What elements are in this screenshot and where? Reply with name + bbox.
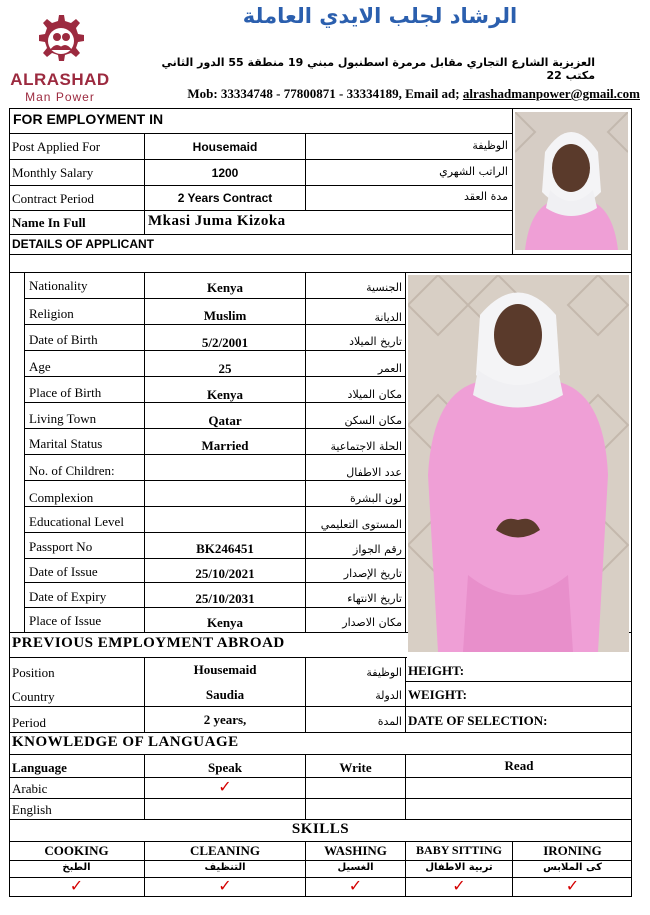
detail-arabic: الحلة الاجتماعية	[330, 440, 402, 453]
detail-value: 5/2/2001	[201, 335, 249, 350]
company-address-arabic: العزيزية الشارع التجاري مقابل مرمرة اسطنبول مبني 19 منطقة 55 الدور الثاني مكتب 22	[161, 56, 595, 82]
language-name: English	[12, 802, 52, 817]
name-label: Name In Full	[12, 215, 86, 230]
detail-label: Nationality	[29, 278, 88, 293]
previous-employment-heading: PREVIOUS EMPLOYMENT ABROAD	[12, 635, 285, 651]
skill-checkmark-icon: ✓	[565, 876, 580, 895]
contract-period-value: 2 Years Contract	[177, 191, 273, 205]
detail-arabic: تاريخ الإصدار	[343, 567, 402, 580]
detail-label: Date of Expiry	[29, 589, 107, 604]
date-of-selection-label: DATE OF SELECTION:	[408, 713, 548, 728]
detail-label: Marital Status	[29, 436, 103, 451]
logo-subtitle: Man Power	[25, 90, 95, 104]
previous-period-arabic: المدة	[377, 715, 402, 728]
skill-name-arabic: التنظيف	[204, 862, 246, 873]
contact-line	[100, 86, 640, 102]
portrait-image	[515, 112, 628, 250]
detail-arabic: العمر	[377, 362, 402, 375]
detail-value: Kenya	[206, 387, 244, 402]
detail-label: Place of Issue	[29, 613, 102, 628]
company-title-arabic: الرشاد لجلب الايدي العاملة	[242, 4, 518, 28]
detail-arabic: لون البشرة	[350, 492, 402, 505]
skill-checkmark-icon: ✓	[69, 876, 84, 895]
skill-name: IRONING	[543, 843, 602, 858]
write-column-header: Write	[339, 760, 372, 775]
detail-arabic: تاريخ الميلاد	[349, 335, 402, 348]
skill-name: WASHING	[324, 843, 387, 858]
previous-country-value: Saudia	[205, 687, 245, 702]
detail-label: Religion	[29, 306, 74, 321]
full-body-image	[408, 275, 629, 652]
detail-value: Muslim	[203, 308, 247, 323]
detail-value: 25/10/2021	[195, 566, 255, 581]
company-logo	[10, 10, 110, 102]
language-heading: KNOWLEDGE OF LANGUAGE	[12, 734, 239, 750]
detail-arabic: رقم الجواز	[353, 543, 402, 556]
language-name: Arabic	[12, 781, 48, 796]
detail-label: Place of Birth	[29, 385, 102, 400]
detail-label: Educational Level	[29, 514, 124, 529]
detail-arabic: مكان الميلاد	[347, 388, 402, 401]
detail-label: Complexion	[29, 490, 94, 505]
previous-country-arabic: الدولة	[375, 689, 402, 702]
detail-label: Passport No	[29, 539, 93, 554]
detail-label: Date of Birth	[29, 332, 98, 347]
skill-checkmark-icon: ✓	[348, 876, 363, 895]
skill-name-arabic: كى الملابس	[543, 862, 602, 873]
skill-checkmark-icon: ✓	[452, 876, 466, 895]
previous-period-label: Period	[12, 715, 46, 730]
detail-arabic: الجنسية	[366, 281, 402, 294]
previous-position-arabic: الوظيفة	[366, 666, 402, 679]
details-heading: DETAILS OF APPLICANT	[12, 237, 154, 251]
monthly-salary-value: 1200	[211, 166, 239, 180]
applicant-name: Mkasi Juma Kizoka	[148, 213, 286, 229]
detail-value: Kenya	[206, 280, 244, 295]
employment-heading: FOR EMPLOYMENT IN	[13, 111, 164, 127]
weight-label: WEIGHT:	[408, 687, 467, 702]
detail-arabic: مكان الاصدار	[342, 616, 402, 629]
skill-name-arabic: الطبخ	[62, 862, 91, 873]
skill-name-arabic: الغسيل	[337, 862, 374, 873]
read-column-header: Read	[504, 758, 534, 773]
detail-arabic: الديانة	[374, 311, 402, 324]
logo-name: ALRASHAD	[10, 70, 110, 89]
post-applied-label: Post Applied For	[12, 139, 101, 154]
monthly-salary-arabic: الراتب الشهري	[439, 165, 508, 178]
detail-label: No. of Children:	[29, 463, 115, 478]
gear-people-logo-icon	[28, 12, 90, 70]
skill-name: CLEANING	[189, 843, 261, 858]
post-applied-value: Housemaid	[192, 140, 258, 154]
previous-country-label: Country	[12, 689, 55, 704]
detail-arabic: المستوى التعليمي	[320, 518, 402, 531]
skill-checkmark-icon: ✓	[218, 876, 232, 895]
height-label: HEIGHT:	[408, 663, 465, 678]
skills-heading: SKILLS	[291, 821, 350, 837]
post-applied-arabic: الوظيفة	[472, 139, 508, 152]
skill-name: COOKING	[44, 843, 109, 858]
contract-period-arabic: مدة العقد	[464, 190, 508, 203]
previous-period-value: 2 years,	[203, 712, 247, 727]
detail-label: Date of Issue	[29, 564, 98, 579]
detail-arabic: تاريخ الانتهاء	[347, 592, 402, 605]
skill-name-arabic: تربية الاطفال	[425, 862, 493, 873]
detail-arabic: مكان السكن	[344, 414, 402, 427]
detail-label: Living Town	[29, 411, 97, 426]
language-column-header: Language	[12, 760, 67, 775]
detail-value: 25/10/2031	[195, 591, 255, 606]
email-link[interactable]: alrashadmanpower@gmail.com	[462, 86, 640, 101]
applicant-photo-full	[408, 275, 629, 652]
previous-position-value: Housemaid	[193, 662, 257, 677]
speak-checkmark-icon: ✓	[218, 777, 232, 796]
detail-value: BK246451	[196, 541, 254, 556]
contract-period-label: Contract Period	[12, 191, 94, 206]
detail-value: Qatar	[208, 413, 242, 428]
monthly-salary-label: Monthly Salary	[12, 165, 94, 180]
detail-label: Age	[29, 359, 51, 374]
detail-arabic: عدد الاطفال	[346, 466, 402, 479]
speak-column-header: Speak	[208, 760, 242, 775]
detail-value: Married	[201, 438, 249, 453]
detail-value: 25	[218, 361, 232, 376]
applicant-photo-small	[515, 112, 628, 250]
detail-value: Kenya	[206, 615, 244, 630]
skill-name: BABY SITTING	[416, 843, 502, 857]
previous-position-label: Position	[12, 665, 55, 680]
contact-numbers: Mob: 33334748 - 77800871 - 33334189, Email ad;	[187, 86, 463, 101]
